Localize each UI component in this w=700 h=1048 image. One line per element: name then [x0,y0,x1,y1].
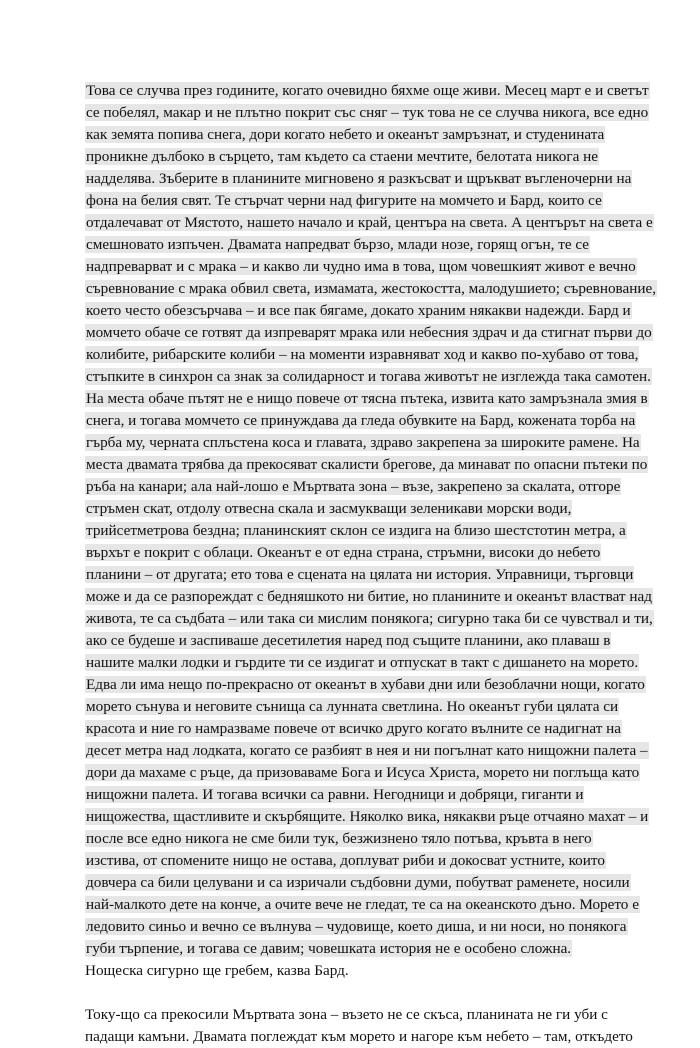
highlighted-text: нашите малки лодки и гърдите ти се издигат и отпускат в такт с дишането на морето. [86,654,639,671]
highlighted-text: изстива, от спомените нищо не остава, доплуват риби и докосват устните, които [86,852,605,869]
text-line: Току-що са прекосили Мъртвата зона – възето не се скъса, планината не ги уби с [85,1006,608,1023]
text-line [85,784,625,806]
text-line [85,256,636,278]
text-line [85,894,639,916]
highlighted-text: момчето обаче се готвят да изпреварят мрака или небесния здрач и да стигнат първи до [86,324,652,341]
text-line [85,696,625,718]
highlighted-text: десет метра над лодката, когато се разбият в нея и ни погълнат като нищожни палета – [86,742,648,759]
highlighted-text: което често обезсърчава – и все пак бягаме, докато храним някакви надежди. Бард и [86,302,631,319]
highlighted-text: как земята попива снега, дори когато небето и океанът замръзнат, и студенината [86,126,605,143]
text-line [85,718,625,740]
text-line [85,542,625,564]
text-line [85,146,625,168]
text-line [85,762,640,784]
highlighted-text: надпреварват и с мрака – и какво ли чудно има в това, щом човешкият живот е вечно [86,258,636,275]
text-line [85,454,648,476]
highlighted-text: колибите, рибарските колиби – на моменти изравняват ход и какво по-хубаво от това, [86,346,639,363]
text-line [85,938,625,960]
highlighted-text: Едва ли има нещо по-прекрасно от океанът в хубави дни или безоблачни нощи, когато [86,676,645,693]
highlighted-text: после все едно никога не сме били тук, безжизнено тяло потъва, кръвта в него [86,830,592,847]
text-line [85,344,639,366]
dialogue-line: Нощеска сигурно ще гребем, казва Бард. [85,962,349,979]
text-line [85,322,652,344]
highlighted-text: нищожни палета. И тогава всички са равни. Негодници и добряци, гиганти и [86,786,584,803]
highlighted-text: нищожества, щастливите и скърбящите. Няколко вика, някакви ръце отчаяно махат – и [86,808,649,825]
text-line [85,916,625,938]
text-line [85,586,652,608]
text-line [85,366,651,388]
highlighted-text: красота и ние го намразваме повече от всичко друго когато вълните се надигнат на [86,720,622,737]
highlighted-text: места двамата трябва да прекосяват скалисти брегове, да минават по опасни пътеки по [86,456,648,473]
text-line [85,806,649,828]
paragraph-gap [85,982,625,1004]
highlighted-text: стръмен скат, отдолу отвесна скала и засмукващи зеленикави морски води, [86,500,572,517]
text-line [85,300,631,322]
text-line [85,498,625,520]
highlighted-text: смешновато изпъчен. Двамата напредват бързо, млади нозе, горящ огън, те се [86,236,590,253]
text-line [85,520,625,542]
text-line [85,212,653,234]
highlighted-text: живота, те са съдбата – или така си мислим понякога; сигурно така би се чувствал и ти, [86,610,653,627]
text-line: падащи камъни. Двамата поглеждат към морето и нагоре към небето – там, откъдето [85,1028,633,1045]
text-line [85,850,625,872]
text-line [85,410,636,432]
highlighted-text: трийсетметрова бездна; планинският склон се издига на близо шестстотин метра, а [86,522,626,539]
highlighted-text: стъпките в синхрон са знак за солидарност и тогава животът не изглежда така самотен. [86,368,651,385]
highlighted-text: надделява. Зъберите в планините мигновено я разкъсват и щръкват въгленочерни на [86,170,632,187]
paragraph-2 [85,1004,633,1048]
highlighted-text: може и да се разпореждат с бедняшкото ни битие, но планините и океанът властват над [86,588,652,605]
text-line [85,190,625,212]
body-text [85,80,657,1048]
highlighted-text: гърба му, черната сплъстена коса и главата, здраво закрепена за широките рамене. На [86,434,640,451]
text-line [85,828,625,850]
text-line [85,234,625,256]
highlighted-text: губи търпение, и тогава се давим; човешката история не е особено сложна. [86,940,572,957]
text-line [85,102,649,124]
highlighted-text: ръба на канари; ала най-лошо е Мъртвата зона – възе, закрепено за скалата, отгоре [86,478,621,495]
highlighted-text: планини – от другата; ето това е сцената на цялата ни история. Управници, търговци [86,566,634,583]
highlighted-text: морето сънува и неговите сънища са лунната светлина. Но океанът губи цялата си [86,698,619,715]
text-line [85,388,648,410]
highlighted-text: фона на белия свят. Те стърчат черни над фигурите на момчето и Бард, които се [86,192,602,209]
text-line [85,674,645,696]
text-line [85,124,625,146]
highlighted-text: се побелял, макар и не плътно покрит със сняг – тук това не се случва никога, все едно [86,104,649,121]
highlighted-text: На места обаче пътят не е нищо повече от тясна пътека, извита като замръзнала змия в [86,390,648,407]
text-line [85,80,649,102]
highlighted-text: проникне дълбоко в сърцето, там където са стаени мечтите, белотата никога не [86,148,599,165]
highlighted-text: върхът е покрит с облаци. Океанът е от една страна, стръмни, високи до небето [86,544,601,561]
text-line [85,476,625,498]
text-line [85,278,657,300]
paragraph-1 [85,80,657,960]
highlighted-text: ледовито синьо и вечно се вълнува – чудовище, което диша, и ни носи, но понякога [86,918,627,935]
text-line [85,168,632,190]
highlighted-text: най-малкото дете на конче, а очите вече не гледат, те са на океанското дъно. Морето е [86,896,639,913]
highlighted-text: Това се случва през годините, когато очевидно бяхме още живи. Месец март е и светът [86,82,649,99]
text-line [85,564,634,586]
text-line [85,608,653,630]
highlighted-text: съревнование с мрака обвил света, измамата, жестокостта, малодушието; съревнование, [86,280,657,297]
highlighted-text: ако се будеше и заспиваше десетилетия наред под същите планини, ако плаваш в [86,632,611,649]
text-line [85,872,630,894]
text-line [85,652,639,674]
highlighted-text: довчера са били целувани и са изричали съдбовни думи, побутват раменете, носили [86,874,630,891]
highlighted-text: отдалечават от Мястото, нашето начало и край, центъра на света. А центърът на света е [86,214,653,231]
text-line [85,630,625,652]
text-line [85,740,648,762]
highlighted-text: снега, и тогава момчето се принуждава да гледа обувките на Бард, кожената торба на [86,412,636,429]
text-line [85,432,640,454]
highlighted-text: дори да махаме с ръце, да призоваваме Бога и Исуса Христа, морето ни поглъща като [86,764,640,781]
